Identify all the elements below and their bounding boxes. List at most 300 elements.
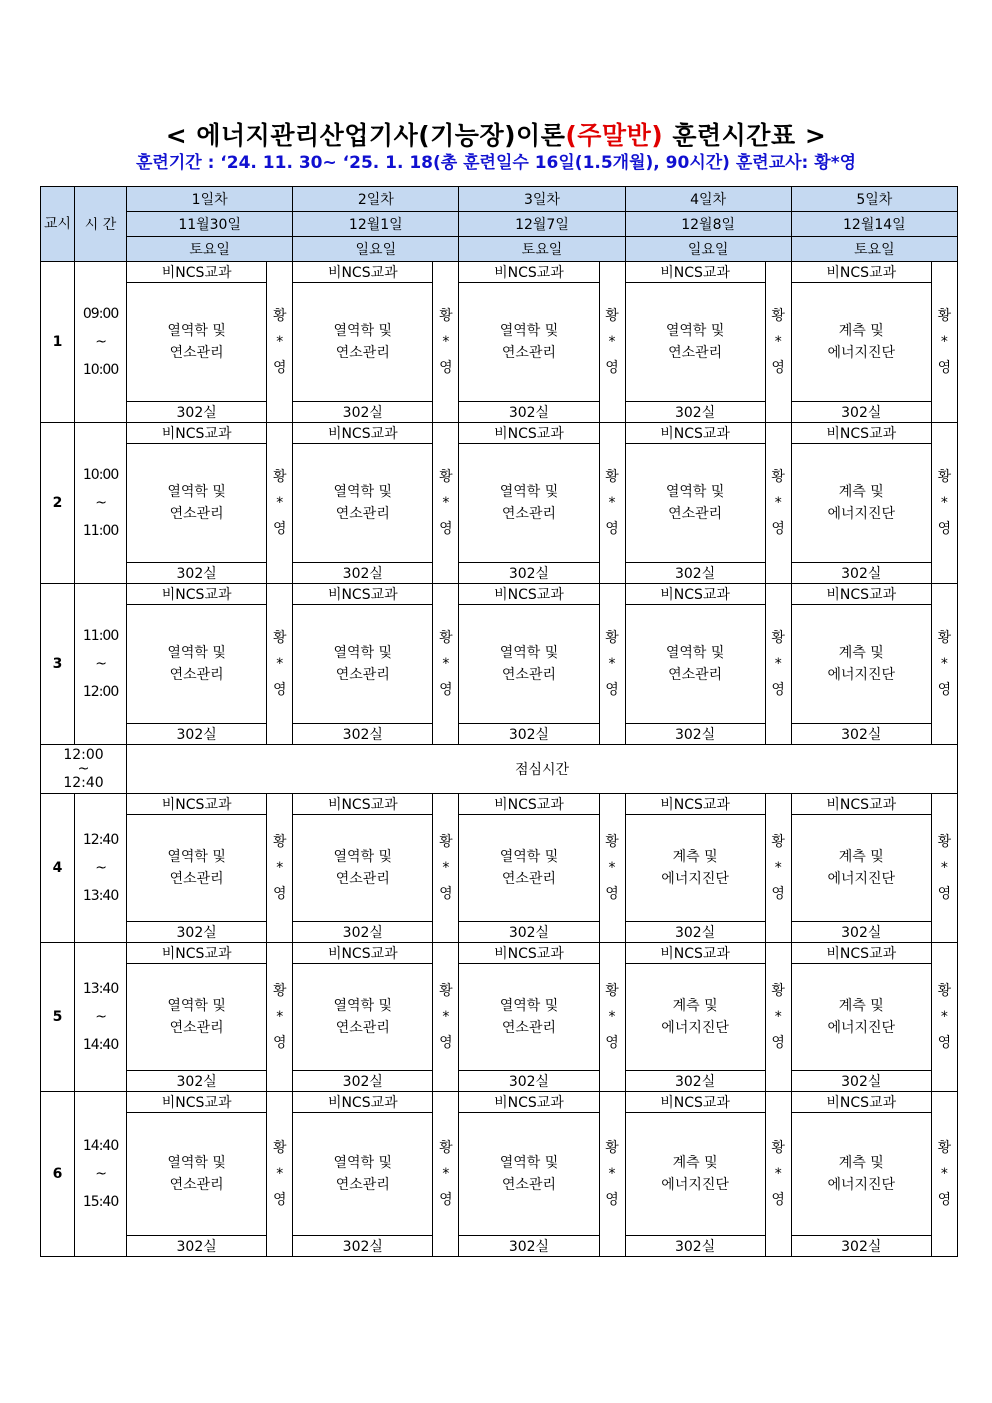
subject-line-2: 연소관리 (335, 1177, 390, 1193)
header-time: 시 간 (75, 187, 127, 262)
teacher-char-2: * (774, 1009, 782, 1025)
teacher (765, 423, 791, 584)
subject-line-1: 열역학 및 (665, 645, 725, 661)
header-day: 2일차 (293, 187, 459, 212)
subject (127, 964, 267, 1071)
teacher-char-2: * (608, 656, 616, 672)
teacher (765, 794, 791, 943)
time-sep: ~ (95, 1166, 106, 1182)
period-time (75, 262, 127, 423)
header-date: 12월7일 (459, 212, 625, 237)
header-day: 5일차 (791, 187, 957, 212)
teacher-char-2: * (276, 860, 284, 876)
course-type: 비NCS교과 (127, 1092, 267, 1113)
teacher (599, 943, 625, 1092)
teacher-char-3: 영 (771, 1192, 785, 1208)
teacher (931, 794, 957, 943)
teacher (267, 1092, 293, 1257)
table-row (41, 584, 958, 605)
course-type: 비NCS교과 (459, 794, 599, 815)
period-time (75, 943, 127, 1092)
teacher-char-1: 황 (605, 1140, 619, 1156)
subject-line-2: 에너지진단 (661, 1020, 729, 1036)
subject-line-2: 연소관리 (169, 1177, 224, 1193)
teacher-char-1: 황 (272, 630, 287, 646)
subject-line-2: 에너지진단 (661, 1177, 729, 1193)
subject (791, 283, 931, 402)
subject-line-2: 에너지진단 (827, 345, 896, 361)
room: 302실 (293, 563, 433, 584)
teacher-char-3: 영 (439, 521, 453, 537)
teacher (765, 262, 791, 423)
subject (459, 815, 599, 922)
subject-line-1: 열역학 및 (333, 849, 393, 865)
subject-line-2: 연소관리 (668, 667, 723, 683)
subject-line-1: 열역학 및 (333, 323, 393, 339)
teacher-char-2: * (442, 1166, 450, 1182)
teacher (433, 943, 459, 1092)
time-sep: ~ (95, 860, 106, 876)
teacher-char-1: 황 (937, 983, 952, 999)
teacher-char-1: 황 (771, 834, 785, 850)
teacher-char-3: 영 (605, 682, 619, 698)
subject-line-2: 연소관리 (501, 506, 557, 522)
teacher (267, 584, 293, 745)
teacher (765, 1092, 791, 1257)
room: 302실 (459, 402, 599, 423)
teacher-char-2: * (442, 334, 450, 350)
teacher-char-3: 영 (272, 1035, 287, 1051)
header-date: 12월1일 (293, 212, 459, 237)
teacher-char-1: 황 (439, 308, 453, 324)
teacher-char-2: * (774, 656, 782, 672)
subject-line-1: 열역학 및 (167, 1155, 226, 1171)
subject (625, 964, 765, 1071)
subject-line-1: 열역학 및 (333, 484, 393, 500)
time-start: 12:40 (82, 832, 119, 848)
teacher-char-3: 영 (771, 521, 785, 537)
subject-line-1: 열역학 및 (333, 645, 393, 661)
time-sep: ~ (95, 334, 106, 350)
header-day: 1일차 (127, 187, 293, 212)
subject-line-2: 에너지진단 (661, 871, 729, 887)
header-period-label: 교시 (43, 216, 72, 232)
period-time (75, 1092, 127, 1257)
teacher-char-2: * (774, 334, 782, 350)
room: 302실 (625, 1236, 765, 1257)
teacher-char-1: 황 (605, 834, 619, 850)
table-row (41, 423, 958, 444)
time-end: 11:00 (82, 523, 119, 539)
teacher-char-3: 영 (937, 521, 952, 537)
subject-line-1: 계측 및 (838, 323, 884, 339)
subject-line-2: 에너지진단 (827, 667, 896, 683)
table-row (41, 943, 958, 964)
subject-line-2: 연소관리 (169, 871, 224, 887)
subject (791, 964, 931, 1071)
room: 302실 (127, 922, 267, 943)
period-number: 6 (41, 1092, 75, 1257)
room: 302실 (625, 563, 765, 584)
subject-line-1: 계측 및 (672, 849, 718, 865)
room: 302실 (127, 563, 267, 584)
subject (625, 444, 765, 563)
header-date: 12월8일 (625, 212, 791, 237)
room: 302실 (625, 402, 765, 423)
subject-line-1: 열역학 및 (665, 323, 725, 339)
subject (459, 444, 599, 563)
teacher-char-3: 영 (439, 886, 453, 902)
room: 302실 (293, 724, 433, 745)
teacher-char-3: 영 (272, 682, 287, 698)
teacher-char-3: 영 (771, 1035, 785, 1051)
course-type: 비NCS교과 (127, 794, 267, 815)
subject (459, 605, 599, 724)
subtitle: 훈련기간 : ‘24. 11. 30~ ‘25. 1. 18(총 훈련일수 16일(1.5개월), 90시간) 훈련교사: 황*영 (135, 153, 857, 173)
teacher-char-2: * (608, 495, 616, 511)
time-start: 10:00 (82, 467, 119, 483)
teacher-char-3: 영 (272, 886, 287, 902)
teacher-char-3: 영 (771, 360, 785, 376)
subject-line-1: 열역학 및 (499, 1155, 559, 1171)
subject (127, 283, 267, 402)
timetable (40, 186, 958, 1257)
period-number: 1 (41, 262, 75, 423)
room: 302실 (625, 922, 765, 943)
time-start: 14:40 (82, 1138, 119, 1154)
header-weekday: 일요일 (293, 237, 459, 262)
subject-line-2: 연소관리 (501, 1020, 557, 1036)
course-type: 비NCS교과 (459, 262, 599, 283)
lunch-sep: ~ (77, 761, 90, 777)
course-type: 비NCS교과 (293, 423, 433, 444)
time-sep: ~ (95, 656, 106, 672)
subject-line-1: 열역학 및 (499, 323, 559, 339)
teacher-char-1: 황 (272, 469, 287, 485)
table-row (41, 1092, 958, 1113)
teacher (267, 423, 293, 584)
teacher-char-1: 황 (605, 469, 619, 485)
time-end: 14:40 (82, 1037, 119, 1053)
room: 302실 (293, 1071, 433, 1092)
subject-line-1: 계측 및 (838, 645, 884, 661)
subject-line-1: 열역학 및 (665, 484, 725, 500)
subject-line-1: 계측 및 (838, 484, 884, 500)
subject (127, 444, 267, 563)
subject-line-2: 연소관리 (668, 345, 723, 361)
room: 302실 (791, 724, 931, 745)
subject (459, 964, 599, 1071)
course-type: 비NCS교과 (625, 943, 765, 964)
subject (625, 283, 765, 402)
teacher-char-3: 영 (272, 360, 287, 376)
subject-line-2: 연소관리 (335, 667, 390, 683)
subject-line-1: 계측 및 (838, 1155, 884, 1171)
teacher-char-3: 영 (771, 886, 785, 902)
title-suffix: 훈련시간표 > (663, 121, 827, 150)
header-date: 11월30일 (127, 212, 293, 237)
teacher (433, 262, 459, 423)
teacher-char-2: * (276, 334, 284, 350)
subject (791, 815, 931, 922)
subject (791, 444, 931, 563)
teacher-char-2: * (442, 860, 450, 876)
teacher-char-3: 영 (937, 360, 952, 376)
subject (293, 283, 433, 402)
room: 302실 (459, 724, 599, 745)
subject (293, 605, 433, 724)
room: 302실 (293, 402, 433, 423)
subject-line-2: 연소관리 (501, 667, 557, 683)
teacher-char-3: 영 (439, 682, 453, 698)
course-type: 비NCS교과 (459, 423, 599, 444)
subject (293, 1113, 433, 1236)
subject (791, 1113, 931, 1236)
course-type: 비NCS교과 (293, 943, 433, 964)
teacher (433, 423, 459, 584)
teacher-char-2: * (608, 1009, 616, 1025)
teacher-char-2: * (276, 1009, 284, 1025)
room: 302실 (127, 1236, 267, 1257)
teacher (433, 1092, 459, 1257)
teacher (599, 423, 625, 584)
teacher (931, 1092, 957, 1257)
room: 302실 (791, 1071, 931, 1092)
period-number: 2 (41, 423, 75, 584)
teacher-char-1: 황 (439, 1140, 453, 1156)
room: 302실 (459, 1071, 599, 1092)
subject-line-2: 에너지진단 (827, 1020, 896, 1036)
teacher (765, 943, 791, 1092)
course-type: 비NCS교과 (791, 423, 931, 444)
teacher-char-1: 황 (937, 308, 952, 324)
time-start: 13:40 (82, 981, 119, 997)
course-type: 비NCS교과 (625, 794, 765, 815)
room: 302실 (127, 724, 267, 745)
subject-line-2: 연소관리 (169, 506, 224, 522)
teacher-char-3: 영 (439, 1192, 453, 1208)
time-start: 09:00 (82, 306, 119, 322)
period-time (75, 794, 127, 943)
teacher-char-1: 황 (272, 983, 287, 999)
subject (459, 283, 599, 402)
subject (625, 815, 765, 922)
teacher-char-3: 영 (605, 1192, 619, 1208)
subject (293, 815, 433, 922)
subject-line-2: 연소관리 (501, 1177, 557, 1193)
course-type: 비NCS교과 (293, 794, 433, 815)
subject (127, 815, 267, 922)
subject-line-1: 열역학 및 (499, 484, 559, 500)
course-type: 비NCS교과 (625, 423, 765, 444)
teacher (433, 584, 459, 745)
subject-line-1: 열역학 및 (499, 849, 559, 865)
teacher-char-3: 영 (937, 682, 952, 698)
teacher-char-3: 영 (605, 521, 619, 537)
subject-line-2: 연소관리 (501, 871, 557, 887)
course-type: 비NCS교과 (791, 943, 931, 964)
header-day: 3일차 (459, 187, 625, 212)
teacher-char-2: * (276, 1166, 284, 1182)
teacher (931, 943, 957, 1092)
time-sep: ~ (95, 495, 106, 511)
teacher-char-1: 황 (272, 834, 287, 850)
teacher-char-1: 황 (272, 1140, 287, 1156)
subject-line-1: 계측 및 (838, 998, 884, 1014)
subject-line-2: 연소관리 (169, 345, 224, 361)
teacher (931, 584, 957, 745)
room: 302실 (459, 922, 599, 943)
time-sep: ~ (95, 1009, 106, 1025)
course-type: 비NCS교과 (127, 584, 267, 605)
time-end: 10:00 (82, 362, 119, 378)
room: 302실 (127, 402, 267, 423)
teacher (599, 584, 625, 745)
teacher (599, 794, 625, 943)
subject (293, 964, 433, 1071)
period-number: 4 (41, 794, 75, 943)
room: 302실 (293, 1236, 433, 1257)
teacher-char-1: 황 (937, 630, 952, 646)
teacher-char-2: * (940, 1009, 948, 1025)
course-type: 비NCS교과 (791, 1092, 931, 1113)
course-type: 비NCS교과 (459, 1092, 599, 1113)
teacher-char-2: * (442, 495, 450, 511)
time-end: 15:40 (82, 1194, 119, 1210)
subject-line-1: 열역학 및 (333, 998, 393, 1014)
room: 302실 (459, 563, 599, 584)
room: 302실 (791, 563, 931, 584)
teacher-char-3: 영 (937, 1192, 952, 1208)
lunch-start: 12:00 (63, 747, 104, 763)
room: 302실 (791, 402, 931, 423)
course-type: 비NCS교과 (625, 1092, 765, 1113)
title-prefix: < 에너지관리산업기사(기능장)이론 (165, 121, 566, 150)
teacher-char-3: 영 (605, 886, 619, 902)
subject-line-1: 열역학 및 (167, 484, 226, 500)
room: 302실 (791, 1236, 931, 1257)
room: 302실 (791, 922, 931, 943)
teacher-char-2: * (442, 656, 450, 672)
teacher-char-2: * (276, 495, 284, 511)
teacher-char-1: 황 (272, 308, 287, 324)
teacher (931, 423, 957, 584)
subject (625, 605, 765, 724)
teacher-char-1: 황 (439, 983, 453, 999)
teacher-char-1: 황 (771, 308, 785, 324)
teacher-char-1: 황 (771, 630, 785, 646)
teacher-char-3: 영 (771, 682, 785, 698)
subject-line-1: 열역학 및 (167, 645, 226, 661)
subject-line-2: 연소관리 (501, 345, 557, 361)
subject-line-1: 열역학 및 (499, 645, 559, 661)
subject (625, 1113, 765, 1236)
subject (791, 605, 931, 724)
teacher-char-2: * (940, 860, 948, 876)
course-type: 비NCS교과 (459, 943, 599, 964)
course-type: 비NCS교과 (127, 943, 267, 964)
period-time (75, 423, 127, 584)
teacher-char-1: 황 (771, 983, 785, 999)
lunch-time (41, 745, 127, 794)
course-type: 비NCS교과 (293, 584, 433, 605)
subject-line-1: 계측 및 (672, 998, 718, 1014)
teacher-char-2: * (442, 1009, 450, 1025)
course-type: 비NCS교과 (791, 584, 931, 605)
subject-line-2: 연소관리 (668, 506, 723, 522)
teacher-char-2: * (608, 860, 616, 876)
subject-line-2: 에너지진단 (827, 506, 896, 522)
header-weekday: 토요일 (127, 237, 293, 262)
lunch-end: 12:40 (63, 775, 104, 791)
subject (127, 1113, 267, 1236)
header-date: 12월14일 (791, 212, 957, 237)
subject (127, 605, 267, 724)
lunch-label: 점심시간 (127, 745, 958, 794)
room: 302실 (625, 1071, 765, 1092)
teacher-char-3: 영 (272, 1192, 287, 1208)
teacher-char-1: 황 (937, 469, 952, 485)
header-weekday: 토요일 (791, 237, 957, 262)
teacher-char-2: * (940, 334, 948, 350)
teacher (765, 584, 791, 745)
period-time (75, 584, 127, 745)
subject-line-2: 연소관리 (169, 667, 224, 683)
time-end: 12:00 (82, 684, 119, 700)
teacher (267, 262, 293, 423)
teacher-char-2: * (276, 656, 284, 672)
room: 302실 (293, 922, 433, 943)
teacher-char-2: * (608, 334, 616, 350)
subject-line-1: 열역학 및 (333, 1155, 393, 1171)
teacher-char-3: 영 (439, 1035, 453, 1051)
subject-line-1: 계측 및 (672, 1155, 718, 1171)
teacher-char-1: 황 (439, 469, 453, 485)
subject-line-2: 에너지진단 (827, 1177, 896, 1193)
teacher-char-3: 영 (272, 521, 287, 537)
subject (459, 1113, 599, 1236)
teacher (599, 262, 625, 423)
teacher-char-3: 영 (605, 360, 619, 376)
subject-line-1: 열역학 및 (167, 323, 226, 339)
subject-line-2: 연소관리 (335, 871, 390, 887)
subject-line-2: 연소관리 (335, 506, 390, 522)
teacher-char-2: * (940, 495, 948, 511)
teacher-char-1: 황 (771, 469, 785, 485)
header-period (41, 187, 75, 262)
teacher-char-1: 황 (771, 1140, 785, 1156)
teacher-char-3: 영 (605, 1035, 619, 1051)
teacher-char-3: 영 (439, 360, 453, 376)
teacher (433, 794, 459, 943)
header-weekday: 일요일 (625, 237, 791, 262)
course-type: 비NCS교과 (625, 262, 765, 283)
room: 302실 (625, 724, 765, 745)
time-end: 13:40 (82, 888, 119, 904)
course-type: 비NCS교과 (791, 794, 931, 815)
course-type: 비NCS교과 (127, 262, 267, 283)
teacher-char-1: 황 (937, 1140, 952, 1156)
teacher-char-2: * (774, 860, 782, 876)
teacher (599, 1092, 625, 1257)
teacher-char-1: 황 (937, 834, 952, 850)
header-day: 4일차 (625, 187, 791, 212)
subject-line-1: 계측 및 (838, 849, 884, 865)
teacher-char-1: 황 (439, 630, 453, 646)
subject-line-2: 연소관리 (169, 1020, 224, 1036)
subject-line-1: 열역학 및 (167, 849, 226, 865)
subject-line-2: 연소관리 (335, 345, 390, 361)
